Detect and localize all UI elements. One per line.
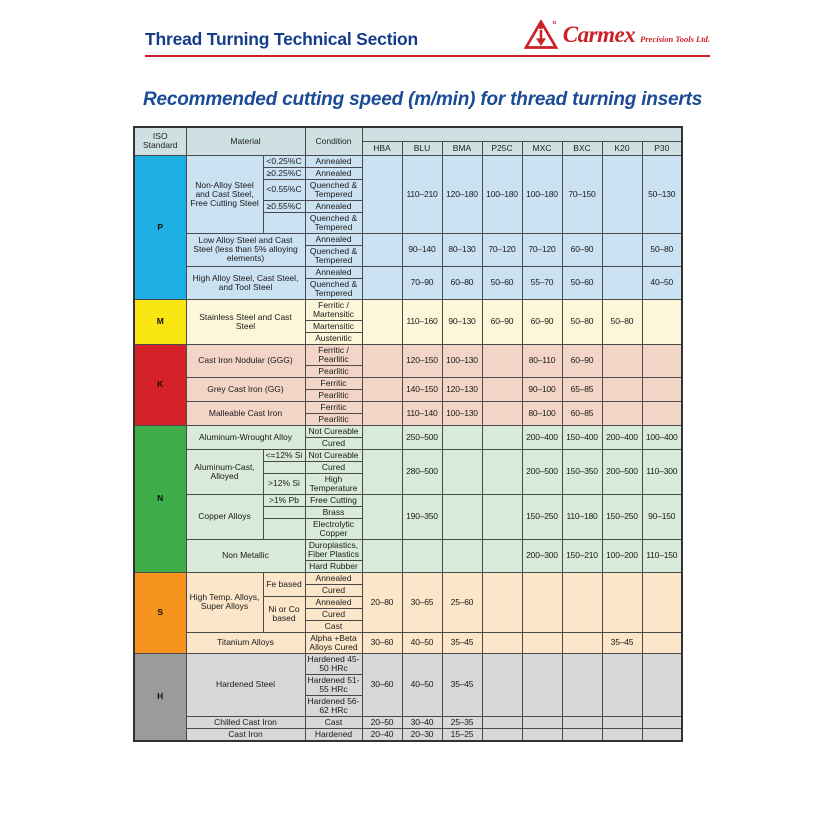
grade-header-hba: HBA bbox=[362, 141, 402, 155]
value-cell-blu: 250–500 bbox=[402, 425, 442, 449]
value-cell-hba bbox=[362, 494, 402, 539]
value-cell-k20 bbox=[602, 344, 642, 377]
condition-cell: Annealed bbox=[305, 596, 362, 608]
value-cell-hba: 30–60 bbox=[362, 632, 402, 653]
value-cell-bxc bbox=[562, 728, 602, 741]
condition-cell: Ferritic / Martensitic bbox=[305, 299, 362, 320]
material-cell: Cast Iron bbox=[186, 728, 305, 741]
condition-cell: Annealed bbox=[305, 233, 362, 245]
page-header bbox=[145, 20, 710, 50]
value-cell-k20 bbox=[602, 572, 642, 632]
condition-cell: Not Cureable bbox=[305, 425, 362, 437]
grade-header-p30: P30 bbox=[642, 141, 682, 155]
condition-cell: Quenched & Tempered bbox=[305, 212, 362, 233]
grade-header-bma: BMA bbox=[442, 141, 482, 155]
value-cell-p30 bbox=[642, 653, 682, 716]
value-cell-hba bbox=[362, 449, 402, 494]
value-cell-p30 bbox=[642, 344, 682, 377]
condition-cell: Hardened 45-50 HRc bbox=[305, 653, 362, 674]
value-cell-mxc: 55–70 bbox=[522, 266, 562, 299]
material-cell: Grey Cast Iron (GG) bbox=[186, 377, 305, 401]
value-cell-p30 bbox=[642, 572, 682, 632]
condition-cell: Annealed bbox=[305, 266, 362, 278]
value-cell-hba: 20–40 bbox=[362, 728, 402, 741]
condition-cell: Hardened 56-62 HRc bbox=[305, 695, 362, 716]
value-cell-blu: 110–140 bbox=[402, 401, 442, 425]
value-cell-bma: 100–130 bbox=[442, 401, 482, 425]
value-cell-bxc: 50–60 bbox=[562, 266, 602, 299]
value-cell-p30 bbox=[642, 299, 682, 344]
grades-band bbox=[362, 127, 682, 141]
value-cell-mxc bbox=[522, 572, 562, 632]
value-cell-bxc: 60–90 bbox=[562, 233, 602, 266]
condition-cell: Quenched & Tempered bbox=[305, 245, 362, 266]
value-cell-blu: 110–160 bbox=[402, 299, 442, 344]
value-cell-hba bbox=[362, 425, 402, 449]
condition-cell: Pearlitic bbox=[305, 413, 362, 425]
value-cell-k20: 150–250 bbox=[602, 494, 642, 539]
value-cell-bxc: 65–85 bbox=[562, 377, 602, 401]
value-cell-blu: 30–65 bbox=[402, 572, 442, 632]
table-title: Recommended cutting speed (m/min) for thread turning inserts bbox=[143, 89, 703, 110]
value-cell-p25c bbox=[482, 716, 522, 728]
logo-suffix: Precision Tools Ltd. bbox=[640, 34, 710, 44]
value-cell-hba bbox=[362, 266, 402, 299]
value-cell-mxc: 70–120 bbox=[522, 233, 562, 266]
value-cell-bma bbox=[442, 539, 482, 572]
value-cell-k20: 100–200 bbox=[602, 539, 642, 572]
value-cell-blu: 30–40 bbox=[402, 716, 442, 728]
header-divider bbox=[145, 55, 710, 57]
condition-cell: Ferritic / Pearlitic bbox=[305, 344, 362, 365]
value-cell-k20 bbox=[602, 401, 642, 425]
value-cell-blu: 40–50 bbox=[402, 632, 442, 653]
value-cell-p30 bbox=[642, 401, 682, 425]
value-cell-p25c bbox=[482, 344, 522, 377]
value-cell-hba bbox=[362, 344, 402, 377]
value-cell-blu: 190–350 bbox=[402, 494, 442, 539]
table-row bbox=[134, 344, 682, 365]
cutting-speed-table bbox=[133, 126, 683, 742]
grade-header-mxc: MXC bbox=[522, 141, 562, 155]
material-cell: Copper Alloys bbox=[186, 494, 263, 539]
table-row bbox=[134, 425, 682, 437]
value-cell-p30: 100–400 bbox=[642, 425, 682, 449]
table-row bbox=[134, 233, 682, 245]
material-sub-cell bbox=[263, 518, 305, 539]
value-cell-p25c bbox=[482, 653, 522, 716]
value-cell-hba bbox=[362, 299, 402, 344]
value-cell-bma: 25–35 bbox=[442, 716, 482, 728]
material-cell: Aluminum-Cast, Alloyed bbox=[186, 449, 263, 494]
value-cell-blu: 280–500 bbox=[402, 449, 442, 494]
value-cell-bxc: 150–210 bbox=[562, 539, 602, 572]
grade-header-p25c: P25C bbox=[482, 141, 522, 155]
material-cell: Aluminum-Wrought Alloy bbox=[186, 425, 305, 449]
iso-cell-S: S bbox=[134, 572, 186, 653]
condition-cell: Free Cutting bbox=[305, 494, 362, 506]
table-row bbox=[134, 716, 682, 728]
condition-cell: Brass bbox=[305, 506, 362, 518]
condition-cell: Annealed bbox=[305, 155, 362, 167]
condition-cell: Cured bbox=[305, 584, 362, 596]
material-header: Material bbox=[186, 127, 305, 155]
value-cell-bxc bbox=[562, 572, 602, 632]
table-row bbox=[134, 377, 682, 389]
material-sub-cell: Fe based bbox=[263, 572, 305, 596]
value-cell-bma: 60–80 bbox=[442, 266, 482, 299]
table-row bbox=[134, 401, 682, 413]
value-cell-bma: 15–25 bbox=[442, 728, 482, 741]
material-cell: High Alloy Steel, Cast Steel, and Tool Steel bbox=[186, 266, 305, 299]
value-cell-mxc bbox=[522, 716, 562, 728]
value-cell-hba bbox=[362, 401, 402, 425]
value-cell-p25c bbox=[482, 539, 522, 572]
value-cell-p30 bbox=[642, 716, 682, 728]
value-cell-p25c bbox=[482, 377, 522, 401]
value-cell-p25c bbox=[482, 425, 522, 449]
value-cell-hba: 20–50 bbox=[362, 716, 402, 728]
condition-cell: Pearlitic bbox=[305, 365, 362, 377]
condition-header: Condition bbox=[305, 127, 362, 155]
value-cell-bma: 35–45 bbox=[442, 632, 482, 653]
table-row bbox=[134, 299, 682, 320]
value-cell-p25c bbox=[482, 449, 522, 494]
condition-cell: Alpha +Beta Alloys Cured bbox=[305, 632, 362, 653]
condition-cell: High Temperature bbox=[305, 473, 362, 494]
value-cell-bxc: 70–150 bbox=[562, 155, 602, 233]
value-cell-bma bbox=[442, 449, 482, 494]
material-cell: Low Alloy Steel and Cast Steel (less than 5% alloying elements) bbox=[186, 233, 305, 266]
value-cell-bxc: 60–90 bbox=[562, 344, 602, 377]
condition-cell: Hardened 51-55 HRc bbox=[305, 674, 362, 695]
material-cell: Cast Iron Nodular (GGG) bbox=[186, 344, 305, 377]
value-cell-p30 bbox=[642, 728, 682, 741]
value-cell-p25c: 50–60 bbox=[482, 266, 522, 299]
value-cell-hba: 30–60 bbox=[362, 653, 402, 716]
carmex-logo bbox=[524, 20, 710, 50]
value-cell-blu: 120–150 bbox=[402, 344, 442, 377]
value-cell-mxc: 60–90 bbox=[522, 299, 562, 344]
condition-cell: Quenched & Tempered bbox=[305, 278, 362, 299]
condition-cell: Pearlitic bbox=[305, 389, 362, 401]
condition-cell: Martensitic bbox=[305, 320, 362, 332]
material-sub-cell: ≥0.25%C bbox=[263, 167, 305, 179]
value-cell-mxc bbox=[522, 653, 562, 716]
table-row bbox=[134, 155, 682, 167]
condition-cell: Annealed bbox=[305, 167, 362, 179]
value-cell-bma bbox=[442, 494, 482, 539]
logo-wordmark: Carmex bbox=[562, 22, 636, 47]
value-cell-bma: 120–130 bbox=[442, 377, 482, 401]
value-cell-mxc bbox=[522, 632, 562, 653]
value-cell-bma: 100–130 bbox=[442, 344, 482, 377]
value-cell-mxc: 200–500 bbox=[522, 449, 562, 494]
value-cell-mxc: 100–180 bbox=[522, 155, 562, 233]
material-sub-cell: ≥0.55%C bbox=[263, 200, 305, 212]
logo-text bbox=[563, 22, 710, 48]
value-cell-bxc: 150–400 bbox=[562, 425, 602, 449]
iso-cell-K: K bbox=[134, 344, 186, 425]
material-cell: Malleable Cast Iron bbox=[186, 401, 305, 425]
material-cell: Hardened Steel bbox=[186, 653, 305, 716]
table-row bbox=[134, 572, 682, 584]
grade-header-bxc: BXC bbox=[562, 141, 602, 155]
value-cell-k20 bbox=[602, 653, 642, 716]
value-cell-hba bbox=[362, 377, 402, 401]
value-cell-bxc bbox=[562, 653, 602, 716]
value-cell-bma: 120–180 bbox=[442, 155, 482, 233]
condition-cell: Quenched & Tempered bbox=[305, 179, 362, 200]
value-cell-p30 bbox=[642, 632, 682, 653]
value-cell-bxc: 110–180 bbox=[562, 494, 602, 539]
value-cell-hba: 20–80 bbox=[362, 572, 402, 632]
material-cell: Non Metallic bbox=[186, 539, 305, 572]
value-cell-k20 bbox=[602, 266, 642, 299]
value-cell-k20 bbox=[602, 716, 642, 728]
material-cell: Titanium Alloys bbox=[186, 632, 305, 653]
value-cell-bxc: 60–85 bbox=[562, 401, 602, 425]
material-cell: Non-Alloy Steel and Cast Steel, Free Cutting Steel bbox=[186, 155, 263, 233]
condition-cell: Austenitic bbox=[305, 332, 362, 344]
value-cell-mxc: 80–110 bbox=[522, 344, 562, 377]
condition-cell: Hard Rubber bbox=[305, 560, 362, 572]
value-cell-blu: 40–50 bbox=[402, 653, 442, 716]
material-sub-cell bbox=[263, 461, 305, 473]
value-cell-p25c: 70–120 bbox=[482, 233, 522, 266]
value-cell-p25c bbox=[482, 572, 522, 632]
table-row bbox=[134, 449, 682, 461]
value-cell-k20: 200–500 bbox=[602, 449, 642, 494]
value-cell-p30: 50–130 bbox=[642, 155, 682, 233]
value-cell-p30: 40–50 bbox=[642, 266, 682, 299]
material-sub-cell: >1% Pb bbox=[263, 494, 305, 506]
iso-standard-header: ISO Standard bbox=[134, 127, 186, 155]
table-row bbox=[134, 266, 682, 278]
value-cell-bma: 90–130 bbox=[442, 299, 482, 344]
value-cell-p25c bbox=[482, 728, 522, 741]
iso-cell-M: M bbox=[134, 299, 186, 344]
condition-cell: Ferritic bbox=[305, 377, 362, 389]
material-sub-cell: Ni or Co based bbox=[263, 596, 305, 632]
table-row bbox=[134, 494, 682, 506]
condition-cell: Ferritic bbox=[305, 401, 362, 413]
material-cell: High Temp. Alloys, Super Alloys bbox=[186, 572, 263, 632]
material-sub-cell: >12% Si bbox=[263, 473, 305, 494]
value-cell-bxc bbox=[562, 632, 602, 653]
value-cell-blu: 90–140 bbox=[402, 233, 442, 266]
material-sub-cell: <0.25%C bbox=[263, 155, 305, 167]
material-cell: Stainless Steel and Cast Steel bbox=[186, 299, 305, 344]
grade-header-blu: BLU bbox=[402, 141, 442, 155]
grade-header-k20: K20 bbox=[602, 141, 642, 155]
condition-cell: Annealed bbox=[305, 200, 362, 212]
value-cell-p25c bbox=[482, 494, 522, 539]
value-cell-k20 bbox=[602, 728, 642, 741]
value-cell-hba bbox=[362, 233, 402, 266]
condition-cell: Not Cureable bbox=[305, 449, 362, 461]
value-cell-bxc bbox=[562, 716, 602, 728]
value-cell-bxc: 150–350 bbox=[562, 449, 602, 494]
page-title: Thread Turning Technical Section bbox=[145, 29, 418, 49]
material-sub-cell bbox=[263, 212, 305, 233]
value-cell-bma: 35–45 bbox=[442, 653, 482, 716]
material-sub-cell: <=12% Si bbox=[263, 449, 305, 461]
value-cell-p25c bbox=[482, 632, 522, 653]
table-row bbox=[134, 653, 682, 674]
condition-cell: Hardened bbox=[305, 728, 362, 741]
value-cell-k20 bbox=[602, 155, 642, 233]
value-cell-bxc: 50–80 bbox=[562, 299, 602, 344]
value-cell-p25c bbox=[482, 401, 522, 425]
value-cell-p25c: 100–180 bbox=[482, 155, 522, 233]
material-cell: Chilled Cast Iron bbox=[186, 716, 305, 728]
value-cell-k20: 50–80 bbox=[602, 299, 642, 344]
value-cell-blu bbox=[402, 539, 442, 572]
value-cell-mxc: 150–250 bbox=[522, 494, 562, 539]
value-cell-blu: 110–210 bbox=[402, 155, 442, 233]
value-cell-mxc: 90–100 bbox=[522, 377, 562, 401]
value-cell-p30: 110–150 bbox=[642, 539, 682, 572]
carmex-anchor-icon bbox=[524, 20, 558, 50]
condition-cell: Electrolytic Copper bbox=[305, 518, 362, 539]
condition-cell: Cast bbox=[305, 716, 362, 728]
value-cell-p30 bbox=[642, 377, 682, 401]
material-sub-cell: <0.55%C bbox=[263, 179, 305, 200]
condition-cell: Cured bbox=[305, 437, 362, 449]
value-cell-blu: 140–150 bbox=[402, 377, 442, 401]
iso-cell-P: P bbox=[134, 155, 186, 299]
condition-cell: Cured bbox=[305, 608, 362, 620]
value-cell-k20 bbox=[602, 377, 642, 401]
value-cell-mxc bbox=[522, 728, 562, 741]
value-cell-bma: 80–130 bbox=[442, 233, 482, 266]
value-cell-blu: 70–90 bbox=[402, 266, 442, 299]
value-cell-mxc: 200–300 bbox=[522, 539, 562, 572]
table-header-row bbox=[134, 127, 682, 141]
value-cell-p30: 50–80 bbox=[642, 233, 682, 266]
iso-cell-N: N bbox=[134, 425, 186, 572]
page bbox=[0, 20, 836, 836]
value-cell-p30: 110–300 bbox=[642, 449, 682, 494]
value-cell-bma: 25–60 bbox=[442, 572, 482, 632]
value-cell-blu: 20–30 bbox=[402, 728, 442, 741]
table-row bbox=[134, 632, 682, 653]
value-cell-k20: 35–45 bbox=[602, 632, 642, 653]
condition-cell: Cast bbox=[305, 620, 362, 632]
value-cell-hba bbox=[362, 539, 402, 572]
material-sub-cell bbox=[263, 506, 305, 518]
value-cell-p30: 90–150 bbox=[642, 494, 682, 539]
condition-cell: Cured bbox=[305, 461, 362, 473]
value-cell-mxc: 80–100 bbox=[522, 401, 562, 425]
iso-cell-H: H bbox=[134, 653, 186, 741]
condition-cell: Duroplastics, Fiber Plastics bbox=[305, 539, 362, 560]
value-cell-k20: 200–400 bbox=[602, 425, 642, 449]
table-row bbox=[134, 728, 682, 741]
value-cell-p25c: 60–90 bbox=[482, 299, 522, 344]
condition-cell: Annealed bbox=[305, 572, 362, 584]
value-cell-mxc: 200–400 bbox=[522, 425, 562, 449]
table-row bbox=[134, 539, 682, 560]
value-cell-hba bbox=[362, 155, 402, 233]
value-cell-bma bbox=[442, 425, 482, 449]
value-cell-k20 bbox=[602, 233, 642, 266]
